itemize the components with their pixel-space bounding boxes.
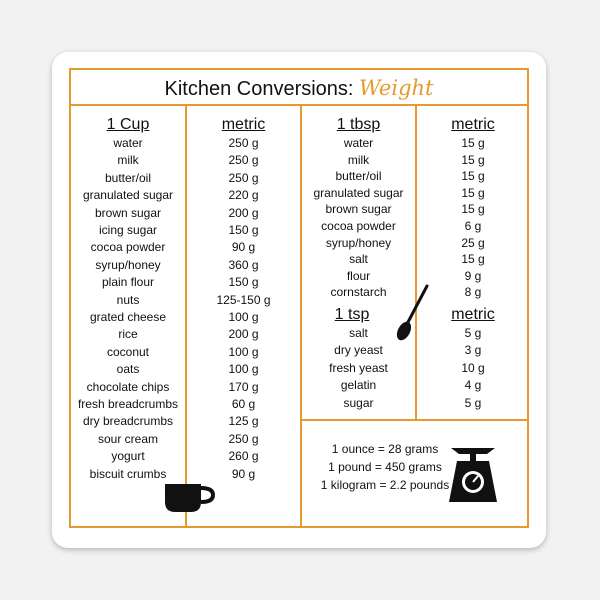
cup-metric-8: 150 g (228, 275, 259, 290)
title-accent: Weight (359, 76, 434, 100)
tbsp-metric-7: 15 g (461, 252, 485, 267)
cup-ingredient-12: coconut (106, 344, 150, 359)
cup-metric-6: 90 g (231, 240, 256, 255)
cup-ingredient-column (71, 136, 185, 481)
tbsp-ingredient-3: granulated sugar (313, 185, 404, 200)
tbsp-ingredient-5: cocoa powder (321, 219, 396, 233)
tsp-metric-header: metric (451, 306, 495, 323)
tbsp-ingredient-7: salt (349, 252, 368, 267)
cup-ingredient-8: plain flour (101, 275, 155, 290)
tbsp-header: 1 tbsp (336, 116, 381, 133)
tbsp-metric-8: 9 g (464, 268, 482, 283)
cup-metric-4: 200 g (228, 205, 259, 220)
kitchen-scale-icon (445, 442, 501, 508)
cup-ingredient-5: icing sugar (98, 223, 158, 237)
cup-ingredient-10: grated cheese (89, 310, 167, 324)
cup-ingredient-6: cocoa powder (90, 240, 166, 255)
tbsp-ingredient-4: brown sugar (325, 202, 392, 217)
spoon-icon (393, 282, 433, 342)
tsp-header: 1 tsp (334, 306, 370, 323)
tsp-metric-4: 5 g (464, 395, 482, 410)
cup-ingredient-16: dry breadcrumbs (82, 414, 174, 429)
tbsp-metric-3: 15 g (461, 185, 485, 200)
tbsp-ingredient-8: flour (346, 268, 371, 283)
conversion-kilogram: 1 kilogram = 2.2 pounds (320, 478, 450, 492)
conversion-ounce: 1 ounce = 28 grams (331, 442, 439, 456)
cup-ingredient-7: syrup/honey (95, 257, 161, 272)
cup-ingredient-17: sour cream (97, 431, 159, 446)
cup-metric-3: 220 g (228, 188, 259, 203)
cup-ingredient-14: chocolate chips (86, 379, 170, 394)
cup-metric-16: 125 g (228, 414, 259, 429)
cup-metric-12: 100 g (228, 344, 259, 359)
cup-ingredient-9: nuts (116, 292, 140, 307)
cup-ingredient-11: rice (118, 327, 138, 342)
tsp-metric-1: 3 g (464, 343, 482, 358)
cup-metric-header: metric (221, 116, 266, 133)
conversion-pound: 1 pound = 450 grams (328, 460, 442, 474)
divider-conversions (300, 419, 529, 421)
tbsp-metric-9: 8 g (464, 285, 482, 300)
chart-title (71, 70, 527, 106)
tsp-ingredient-1: dry yeast (334, 343, 383, 358)
cup-ingredient-2: butter/oil (104, 170, 152, 185)
tsp-metric-0: 5 g (464, 326, 482, 340)
cup-metric-0: 250 g (228, 136, 259, 150)
cup-header: 1 Cup (106, 116, 150, 133)
tbsp-ingredient-column (302, 136, 415, 306)
cup-metric-column (187, 136, 300, 481)
cup-metric-17: 250 g (228, 431, 259, 446)
cup-metric-1: 250 g (228, 153, 259, 168)
cup-ingredient-4: brown sugar (94, 205, 162, 220)
cup-metric-13: 100 g (228, 362, 259, 377)
cup-metric-2: 250 g (228, 170, 259, 185)
tsp-metric-column (417, 326, 529, 416)
conversion-chart (69, 68, 529, 528)
tsp-ingredient-2: fresh yeast (329, 360, 388, 375)
cup-ingredient-1: milk (117, 153, 139, 168)
tbsp-metric-1: 15 g (461, 152, 485, 167)
cup-metric-15: 60 g (231, 397, 256, 411)
cup-ingredient-18: yogurt (111, 449, 145, 464)
tbsp-ingredient-9: cornstarch (330, 285, 387, 300)
cup-metric-5: 150 g (228, 223, 259, 237)
title-main: Kitchen Conversions: (164, 78, 354, 100)
tbsp-metric-header: metric (451, 116, 495, 133)
tsp-metric-2: 10 g (461, 360, 485, 375)
tbsp-ingredient-2: butter/oil (335, 169, 382, 184)
cup-ingredient-19: biscuit crumbs (89, 466, 167, 481)
tbsp-ingredient-6: syrup/honey (325, 235, 392, 250)
cup-metric-18: 260 g (228, 449, 259, 464)
cup-ingredient-13: oats (116, 362, 140, 377)
cup-ingredient-3: granulated sugar (82, 188, 174, 203)
cup-metric-9: 125-150 g (216, 292, 271, 307)
cup-metric-11: 200 g (228, 327, 259, 342)
cup-metric-10: 100 g (228, 310, 259, 324)
tsp-ingredient-4: sugar (343, 395, 374, 410)
tbsp-metric-6: 25 g (461, 235, 485, 250)
tbsp-metric-2: 15 g (461, 169, 485, 184)
tbsp-metric-0: 15 g (461, 136, 485, 150)
cup-metric-14: 170 g (228, 379, 259, 394)
tsp-ingredient-0: salt (349, 326, 368, 340)
cup-ingredient-0: water (113, 136, 143, 150)
tbsp-metric-5: 6 g (464, 219, 482, 233)
tsp-metric-3: 4 g (464, 378, 482, 393)
coffee-cup-icon (161, 480, 217, 514)
tbsp-ingredient-0: water (343, 136, 374, 150)
cup-metric-7: 360 g (228, 257, 259, 272)
tbsp-metric-column (417, 136, 529, 306)
cup-ingredient-15: fresh breadcrumbs (77, 397, 179, 411)
tbsp-ingredient-1: milk (347, 152, 370, 167)
tbsp-metric-4: 15 g (461, 202, 485, 217)
tsp-ingredient-3: gelatin (340, 378, 377, 393)
cup-metric-19: 90 g (231, 466, 256, 481)
